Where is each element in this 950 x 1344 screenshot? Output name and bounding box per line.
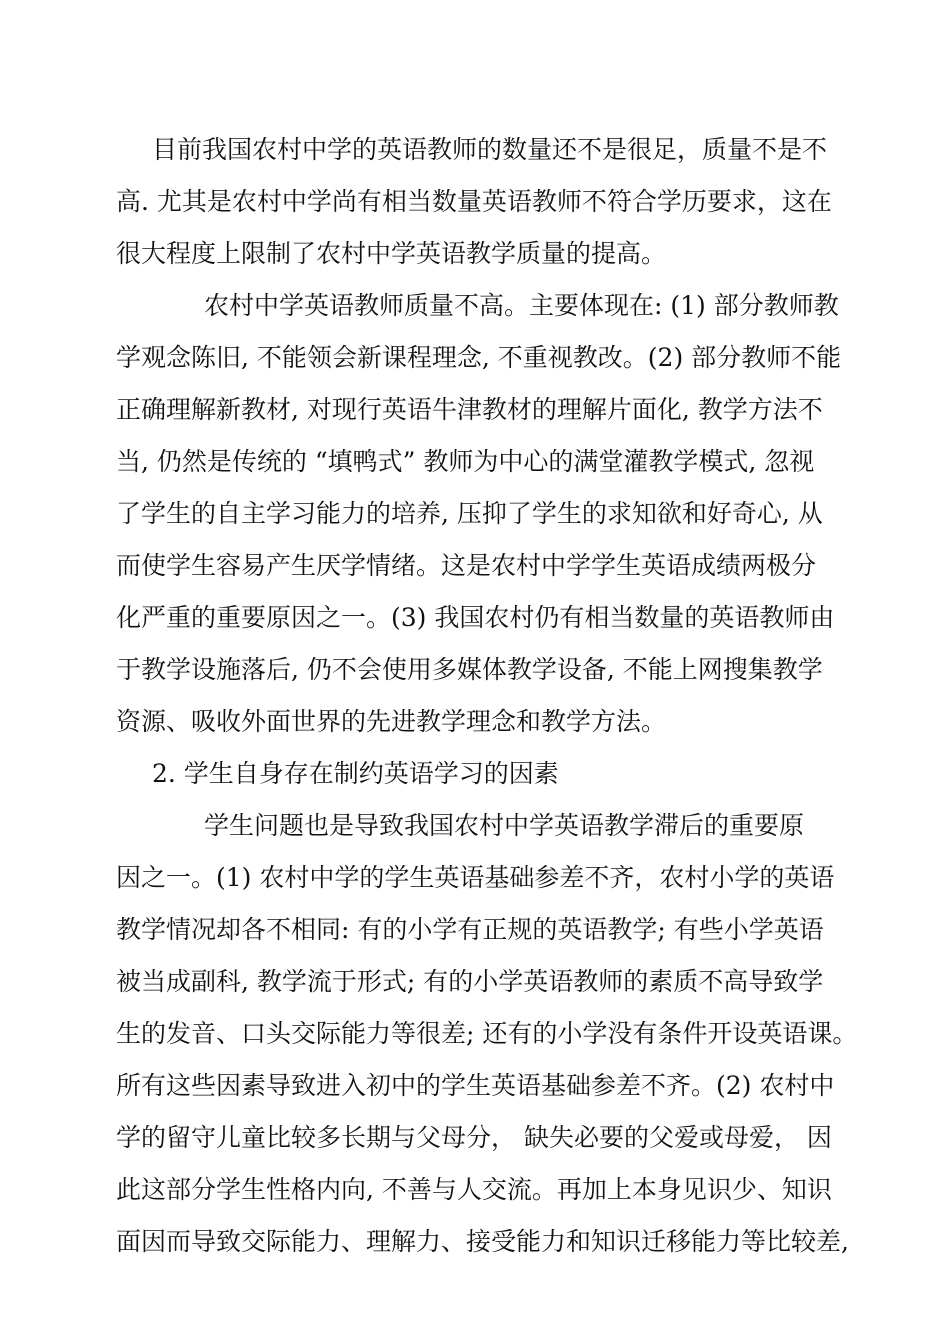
paragraph-1-line-1: 目前我国农村中学的英语教师的数量还不是很足，质量不是不	[152, 135, 828, 164]
paragraph-3-line-1: 学生问题也是导致我国农村中学英语教学滞后的重要原	[204, 811, 805, 840]
paragraph-3-line-8: 此这部分学生性格内向, 不善与人交流。再加上本身见识少、知识	[116, 1175, 832, 1204]
paragraph-3-line-5: 生的发音、口头交际能力等很差; 还有的小学没有条件开设英语课。	[116, 1019, 858, 1048]
paragraph-2-line-6: 而使学生容易产生厌学情绪。这是农村中学学生英语成绩两极分	[116, 551, 817, 580]
paragraph-2-line-5: 了学生的自主学习能力的培养, 压抑了学生的求知欲和好奇心, 从	[116, 499, 823, 528]
paragraph-2-line-3: 正确理解新教材, 对现行英语牛津教材的理解片面化, 教学方法不	[116, 395, 823, 424]
paragraph-3-line-4: 被当成副科, 教学流于形式; 有的小学英语教师的素质不高导致学	[116, 967, 824, 996]
paragraph-2-line-4: 当, 仍然是传统的 “填鸭式” 教师为中心的满堂灌教学模式, 忽视	[116, 447, 815, 476]
section-heading: 2. 学生自身存在制约英语学习的因素	[152, 759, 559, 788]
paragraph-3-line-9: 面因而导致交际能力、理解力、接受能力和知识迁移能力等比较差,	[116, 1227, 849, 1256]
paragraph-1-line-2: 高. 尤其是农村中学尚有相当数量英语教师不符合学历要求，这在	[116, 187, 832, 216]
paragraph-2-line-1: 农村中学英语教师质量不高。主要体现在: (1) 部分教师教	[204, 291, 839, 320]
paragraph-1-line-3: 很大程度上限制了农村中学英语教学质量的提高。	[116, 239, 667, 268]
paragraph-2-line-7: 化严重的重要原因之一。(3) 我国农村仍有相当数量的英语教师由	[116, 603, 835, 632]
paragraph-2-line-9: 资源、吸收外面世界的先进教学理念和教学方法。	[116, 707, 667, 736]
paragraph-2-line-8: 于教学设施落后, 仍不会使用多媒体教学设备, 不能上网搜集教学	[116, 655, 823, 684]
paragraph-3-line-2: 因之一。(1) 农村中学的学生英语基础参差不齐，农村小学的英语	[116, 863, 835, 892]
paragraph-3-line-7: 学的留守儿童比较多长期与父母分， 缺失必要的父爱或母爱， 因	[116, 1123, 832, 1152]
paragraph-3-line-3: 教学情况却各不相同: 有的小学有正规的英语教学; 有些小学英语	[116, 915, 824, 944]
paragraph-2-line-2: 学观念陈旧, 不能领会新课程理念, 不重视教改。(2) 部分教师不能	[116, 343, 842, 372]
paragraph-3-line-6: 所有这些因素导致进入初中的学生英语基础参差不齐。(2) 农村中	[116, 1071, 835, 1100]
